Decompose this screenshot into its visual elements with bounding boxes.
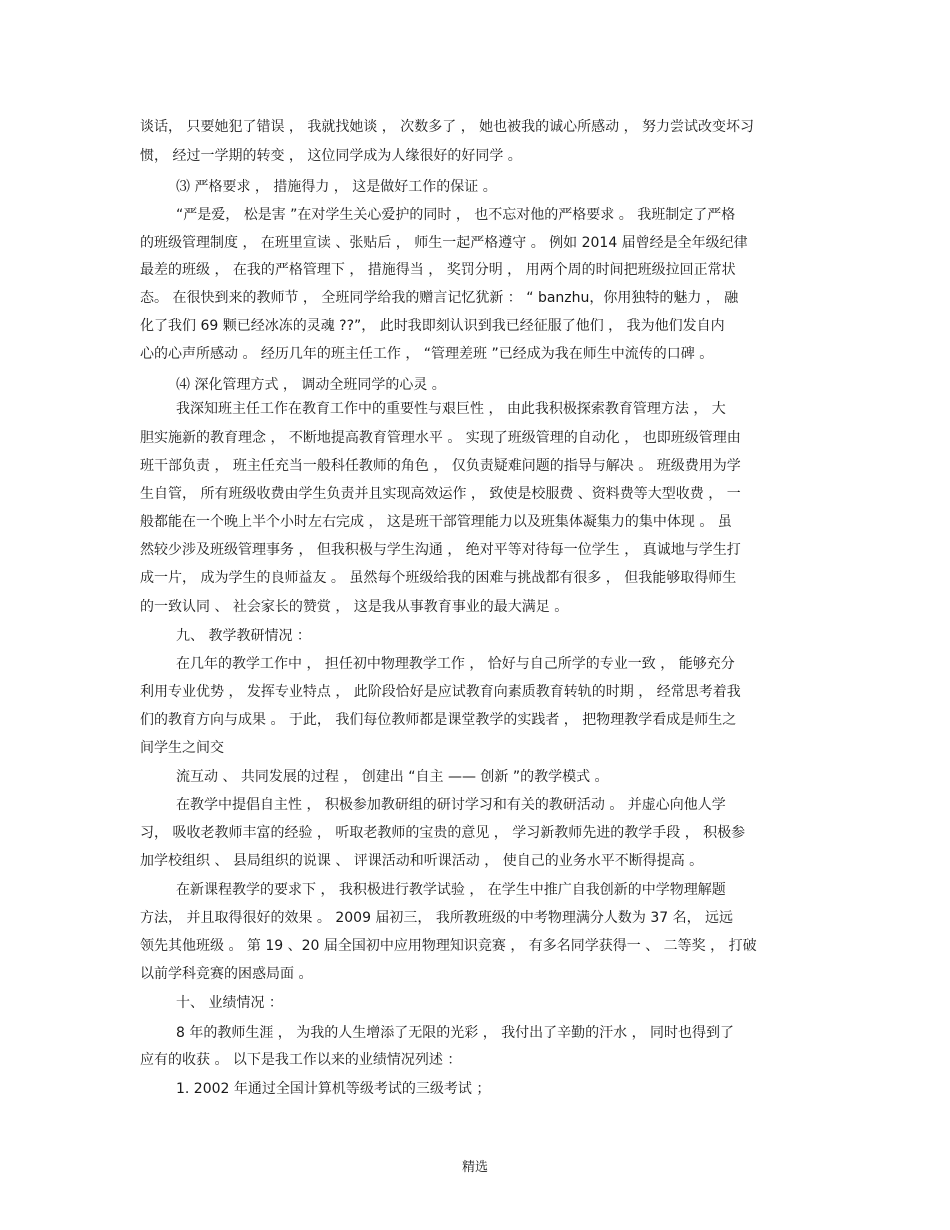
text-line: 心的心声所感动 。 经历几年的班主任工作 ， “管理差班 ”已经成为我在师生中流传的口碑 。 [140, 346, 714, 362]
text-line: 应有的收获 。 以下是我工作以来的业绩情况列述 ： [140, 1052, 462, 1068]
text-line: 利用专业优势 ， 发挥专业特点 ， 此阶段恰好是应试教育向素质教育转轨的时期 ， 经常思考着我 [140, 684, 741, 700]
text-line: 惯， 经过一学期的转变 ， 这位同学成为人缘很好的好同学 。 [140, 148, 522, 164]
text-line: 习， 吸收老教师丰富的经验 ， 听取老教师的宝贵的意见 ， 学习新教师先进的教学手段 ， 积极参 [140, 825, 746, 841]
text-line: 在几年的教学工作中 ， 担任初中物理教学工作 ， 恰好与自己所学的专业一致 ， 能够充分 [176, 656, 735, 672]
text-line: 般都能在一个晚上半个小时左右完成 ， 这是班干部管理能力以及班集体凝集力的集中体现 。 虽 [140, 514, 732, 530]
text-line: 流互动 、 共同发展的过程 ， 创建出 “自主 —— 创新 ”的教学模式 。 [176, 769, 609, 785]
text-line: 谈话， 只要她犯了错误 ， 我就找她谈 ， 次数多了 ， 她也被我的诚心所感动 ， 努力尝试改变坏习 [140, 119, 755, 135]
section-heading: 九、 教学教研情况 ： [176, 628, 311, 644]
text-line: 在新课程教学的要求下 ， 我积极进行教学试验 ， 在学生中推广自我创新的中学物理解题 [176, 882, 726, 898]
text-line: 在教学中提倡自主性 ， 积极参加教研组的研讨学习和有关的教研活动 。 并虚心向他人学 [176, 797, 726, 813]
text-line: 方法， 并且取得很好的效果 。 2009 届初三， 我所教班级的中考物理满分人数为 37 名， 远远 [140, 910, 734, 926]
text-line: 生自管， 所有班级收费由学生负责并且实现高效运作 ， 致使是校服费 、资料费等大型收费 ， 一 [140, 486, 741, 502]
text-line: ⑶ 严格要求 ， 措施得力 ， 这是做好工作的保证 。 [176, 179, 497, 195]
text-line: 胆实施新的教育理念 ， 不断地提高教育管理水平 。 实现了班级管理的自动化 ， 也即班级管理由 [140, 430, 741, 446]
text-line: 最差的班级 ， 在我的严格管理下 ， 措施得当 ， 奖罚分明 ， 用两个周的时间把班级拉回正常状 [140, 262, 736, 278]
text-line: ⑷ 深化管理方式 ， 调动全班同学的心灵 。 [176, 377, 446, 393]
text-line: 然较少涉及班级管理事务 ， 但我积极与学生沟通 ， 绝对平等对待每一位学生 ， 真诚地与学生打 [140, 542, 741, 558]
text-line: 的班级管理制度 ， 在班里宣读 、张贴后 ， 师生一起严格遵守 。 例如 2014 届曾经是全年级纪律 [140, 235, 748, 251]
text-line: 我深知班主任工作在教育工作中的重要性与艰巨性 ， 由此我积极探索教育管理方法 ， 大 [176, 401, 726, 417]
page-footer: 精选 [461, 1160, 488, 1175]
text-line: 加学校组织 、 县局组织的说课 、 评课活动和听课活动 ， 使自己的业务水平不断得提高 。 [140, 853, 704, 869]
text-line: 领先其他班级 。 第 19 、20 届全国初中应用物理知识竞赛 ， 有多名同学获得一 、 二等奖 ， 打破 [140, 938, 757, 954]
text-line: 以前学科竞赛的困惑局面 。 [140, 966, 313, 982]
text-line: 成一片， 成为学生的良师益友 。 虽然每个班级给我的困难与挑战都有很多 ， 但我能够取得师生 [140, 570, 737, 586]
text-line: 班干部负责 ， 班主任充当一般科任教师的角色 ， 仅负责疑难问题的指导与解决 。 班级费用为学 [140, 458, 741, 474]
text-line: 间学生之间交 [140, 740, 224, 756]
list-item: 1. 2002 年通过全国计算机等级考试的三级考试 ； [176, 1081, 491, 1097]
text-line: 们的教育方向与成果 。 于此， 我们每位教师都是课堂教学的实践者 ， 把物理教学看成是师生之 [140, 712, 737, 728]
section-heading: 十、 业绩情况 ： [176, 995, 283, 1011]
text-line: 化了我们 69 颗已经冰冻的灵魂 ??”， 此时我即刻认识到我已经征服了他们 ， 我为他们发自内 [140, 318, 725, 334]
text-line: 态。 在很快到来的教师节 ， 全班同学给我的赠言记忆犹新 ： “ banzhu，你用独特的魅力 ， 融 [140, 290, 739, 306]
text-line: “严是爱， 松是害 ”在对学生关心爱护的同时 ， 也不忘对他的严格要求 。 我班制定了严格 [176, 207, 736, 223]
text-line: 的一致认同 、 社会家长的赞赏 ， 这是我从事教育事业的最大满足 。 [140, 599, 569, 615]
text-line: 8 年的教师生涯 ， 为我的人生增添了无限的光彩 ， 我付出了辛勤的汗水 ， 同时也得到了 [176, 1025, 735, 1041]
